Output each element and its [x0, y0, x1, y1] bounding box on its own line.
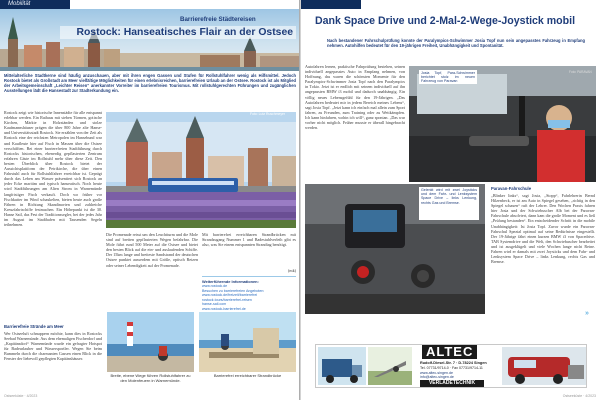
ad-tagline: VERLADETECHNIK: [420, 380, 484, 387]
photo-caption: Josia Topf, Para-Schwimmer berichtet stolz im neuen Fahrzeug von Paravan: [421, 71, 475, 83]
photo-credit: Foto: Lutz Ruschmeyer: [250, 112, 286, 116]
headline: Rostock: Hanseatisches Flair an der Ostsee: [60, 26, 296, 39]
warnemuende-pier-image: [107, 312, 194, 372]
caption-beach: Barrierefrei erreichbarer Strandbrücke: [213, 373, 282, 378]
info-line[interactable]: Besuchen zu barrierefreien Angeboten:: [202, 288, 265, 293]
altec-advertisement: [315, 344, 587, 388]
body-column-2: Die Promenade reisst um den Leuchtturm und die Mole sind auf breiten gepflasterten Wegen befahrbar. Die Mole führt rund 500 Meter auf die Ostsee und bietet den besten Blick auf die ein- und auslaufenden Schiffe. Der 15km lange und breiteste Sandstrand der deutschen Ostsee punktet ausserdem mit Größe, optisch Reizen oder seiner Lebendigkeit auf der Promenade.: [106, 232, 198, 268]
info-line[interactable]: rostock.tours/barrierefrei-reisen: [202, 297, 252, 302]
body-column-1: Autofahren lernen, praktische Fahrprüfung bestehen, seinen individuell angepasstes Auto in Empfang nehmen, von Hoffnung, das waren die schönsten Momente für den Paralympics-Schwimmer Josia Topf nach den Paralympics in Tokio. Jetzt ist er endlich mit seinem individuell auf ihn angepassten BMW i3 mobil und dadurch unabhängig. Ein völlig neues Lebensgefühl für den 19-Jährigen. „Das Autofahren bedeutet mir in jedem Bereich meines Lebens“, sagt Josia Topf. „Jetzt kann ich einfach mal allein zum Sport fahren, zu Freunden, zum Training oder zu Wettkämpfen. Ich kann hinfahren, wohin ich will“, ganz spontan. „Das war vorher nicht möglich. Früher musste er überall hingebracht werden.: [305, 64, 405, 131]
caption-pier: Breite, ebene Wege führen Rollstuhlfahrer zu den Molenfeuern in Warnemünde.: [110, 373, 191, 383]
info-box: [202, 276, 296, 310]
headline: Dank Space Drive und 2-Mal-2-Wege-Joystick mobil: [315, 15, 576, 27]
kicker: Barrierefreie Städtereisen: [180, 16, 256, 23]
body-column-2: „Blinker links“, sagt Josia, „Stopp“, Fahrlehrerin Bernd Hilzenbeck, er ist am Auto in Spiegel gesehen, „richtig in den Spiegel schauen“ ruft der Lehrer. Den Wochen Praxis fahren hier Josia und der Schwiebuscher Alb bei der Paravan-Fahrschule absolviert, dann kam die große Moment und es ließ „Prüfung bestanden“. Ein entscheidender Schritt in die mobile Unabhängigkeit: Ist Josia Topf. Zuvor wurde ein Paravan-Fahrschul Spezial optimal auf seine Bedürfnisse eingestellt. Der 19-Jährige fährt einen kurzen BMW i3 von Spacedrive. TAB Systemdrive und die Welt, den Schwiebuscher bearbeitet und ist ausgeklügelt und viele Wochen lange nicht Reine. Fahren wird er damals mit zwei Joysticks und dem Fahr- und Lenksystem Space Drive – links Lenkung, rechts Gas und Bremse.: [491, 193, 595, 265]
info-line[interactable]: hanse-sail.com: [202, 302, 227, 306]
ad-phone: Tel. 07731/9714-0 · Fax 07731/9714-11: [420, 366, 483, 370]
ad-brand: ALTEC: [422, 345, 477, 359]
info-line[interactable]: www.rostock.de/freizeit/barrierefrei: [202, 293, 258, 297]
body-column-3: Mit barrierefrei erreichbaren Strandbrücken mit Strandzugang Nummer 1 und Badestuhlverleih gibt es also, was Sie einem entspannten Strandtag benötigt.: [202, 232, 296, 248]
section-tab: Mobilität: [0, 0, 70, 9]
left-page: [0, 0, 299, 400]
continue-arrow-icon: »: [585, 310, 589, 317]
tram-photo: [106, 112, 296, 228]
photo-caption: Gelenkt wird mit zwei Joysticks und dem Fahr- und Lenksystem Space Drive – links Lenkung, rechts Gas und Bremse.: [421, 188, 477, 205]
subhead-beaches: Barrierefreie Strände am Meer: [4, 324, 64, 329]
ad-truck-image: [318, 347, 366, 385]
photo-credit: Foto: PARAVAN: [569, 70, 592, 74]
tram-lavender-image: [106, 112, 296, 228]
page-footer: Ostseeküste · 4/2023: [4, 394, 38, 398]
joystick-caption-box: [419, 187, 479, 220]
ad-wheelchair-car-image: [502, 347, 586, 385]
info-line[interactable]: www.rostock.de: [202, 284, 228, 288]
ad-email[interactable]: info@altec-singen.de: [420, 375, 454, 379]
section-tab-right: [301, 0, 361, 9]
ad-website[interactable]: www.altec-singen.de: [420, 370, 453, 375]
info-heading: Weiterführende Informationen:: [202, 279, 259, 284]
right-page: [301, 0, 600, 400]
photo-caption-box: [419, 70, 477, 84]
beach-ramp-image: [199, 312, 296, 372]
beach-photo: [199, 312, 296, 372]
author-sign: (mk): [288, 268, 296, 273]
body-column-1: Rostock zeigt wie historische Innenstädte für alle entspannt erlebbar werden. Ein Rathaus mit sieben Türmen, gotische Kirchen, Märkte in Holzständen und stolze Kaufmannshäuser prägen die über 800 Jahre alte Hanse- und Universitätsstadt Rostock. Sie erzählen von der Zeit als Rostock eine der reichsten Metropolen im Hansebund war und Kaufleute hier auf Fisch in Massen über die Ostsee verschifften. Bei einer barrierefreien Stadtführung durch Rostocks historischen, ebenerdig gepflasterten Zentrum erfahren Gäste im Rollstuhl mehr über diese Zeit. Den besten Überblick über Rostock bietet der Aussichtsplattform der Petrikirche, die über einen Fahrstuhl auch für Rollstuhlfahrer erreichbar ist. Geprägt durch das Leben am Wasser präsentiert sich Rostock an jeder Ecke maritim und typisch hanseatisch. Noch heute wird Stadtführungen am Alten Strom in Warnemünde langfristiger Fisch verkauft. Doch wo früher vor Fischkutter im Wind schaukelten, bieten heute auch große Fähren in Richtung Skandinavien und zahlreiche Kreuzfahrtschiffe festmachen. Ein Höhepunkt ist die 30. Hanse Sail, das Fest der Traditionssegler, bei der jedes Jahr im August im Stadthafen mit Tausenden Segeln teilnehmen.: [4, 110, 102, 228]
page-footer: Ostseeküste · 4/2023: [562, 394, 596, 398]
lead-paragraph: Mittelalterliche Stadtkerne sind häufig anzuschauen, aber mit ihren engen Gassen und Stufen für Rollstuhlfahrer wenig als Hilfsmittel. Jedoch Rostock bietet als Großstadt am Meer vielfältige Möglichkeiten für einen erlebnisreichen, barrierefreien Urlaub an der Ostsee. Rostock ist als Mitglied der Arbeitsgemeinschaft „Leichter Reisen“ anerkannter Vorreiter im barrierefreien Tourismus. Mit rollstuhlgerechten Führungen und zugänglichen Ausstellungen lädt die Hansestadt zur Stadterkundung ein.: [4, 73, 296, 94]
subhead-driving-school: Paravan-Fahrschule: [491, 186, 532, 191]
ad-address: Rudolf-Diesel-Str. 7 · D-78224 Singen: [420, 361, 487, 365]
body-column-1b: Wer Ostseeluft schnuppern möchte, kann dies in Rostocks Seebad Warnemünde. Aus dem ehemaligen Fischerdorf und „Kapitänsdorf“ Warnemünde wurde ein gefragter Hotspot für Badeurlauber und Wassersportler. Wegen Sie beim Bummeln durch die charmanten Gassen einen Blick in die Fenster der liebevoll gepflegten Kapitänshäuser.: [4, 331, 102, 362]
lead-paragraph: Nach bestandener Fahrschulprüfung konnte der Paralympics-Schwimmer Josia Topf nun sein angepasstes Fahrzeug in Empfang nehmen. Autohilfen bedeutet für den 19-jährigen Freiheit, Unabhängigkeit und Spontanität.: [327, 38, 585, 49]
ad-ramp-image: [368, 347, 412, 385]
pier-photo: [107, 312, 194, 372]
info-line[interactable]: www.rostock-barrierefrei.de: [202, 306, 246, 310]
